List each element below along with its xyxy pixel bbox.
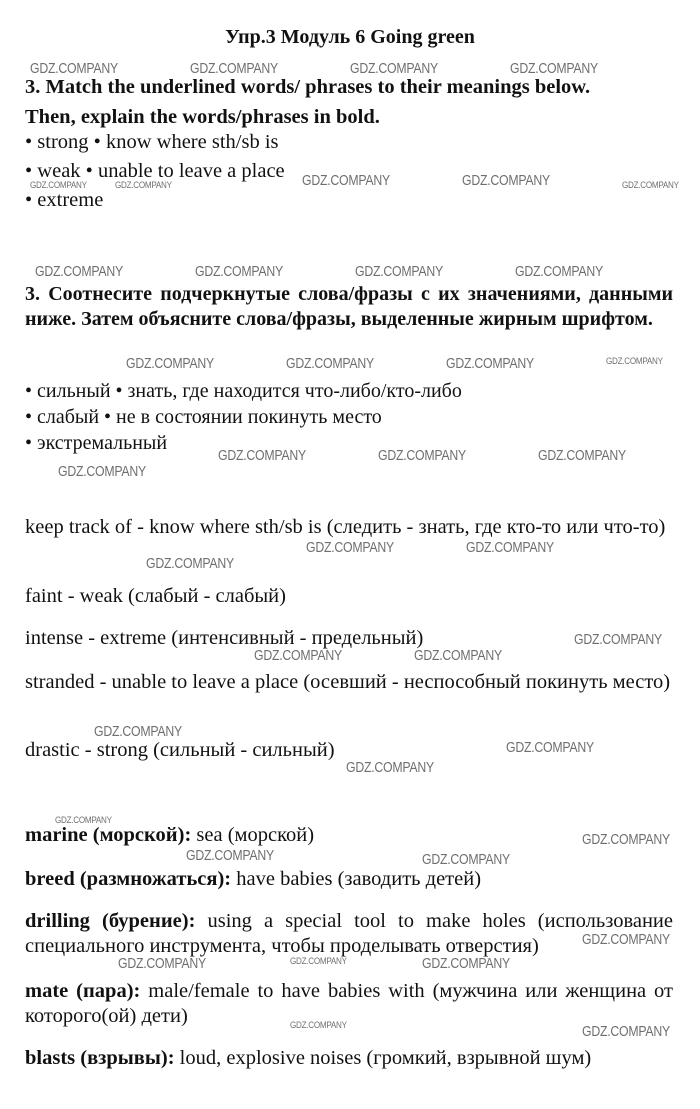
bold-term-breed <box>25 867 673 892</box>
term-meaning: using a special tool to make holes (использование специального инструмента, чтобы проделывать отверстия) <box>25 910 673 957</box>
russian-task-heading: 3. Соотнесите подчеркнутые слова/фразы с их значениями, данными ниже. Затем объясните слова/фразы, выделенные жирным шрифтом. <box>25 283 673 330</box>
term-meaning: male/female to have babies with (мужчина или женщина от которого(ой) дети) <box>25 980 673 1027</box>
watermark: GDZ.COMPANY <box>350 60 438 77</box>
term-label: breed (размножаться): <box>25 868 232 890</box>
watermark: GDZ.COMPANY <box>190 60 278 77</box>
watermark: GDZ.COMPANY <box>55 815 112 826</box>
watermark: GDZ.COMPANY <box>414 647 502 664</box>
watermark: GDZ.COMPANY <box>186 847 274 864</box>
match-answer-intense: intense - extreme (интенсивный - предельный) <box>25 627 424 649</box>
match-answer-keep-track: keep track of - know where sth/sb is (следить - знать, где кто-то или что-то) <box>25 516 666 538</box>
watermark: GDZ.COMPANY <box>422 955 510 972</box>
watermark: GDZ.COMPANY <box>58 463 146 480</box>
english-heading-line-1: 3. Match the underlined words/ phrases to their meanings below. <box>25 76 591 98</box>
watermark: GDZ.COMPANY <box>515 263 603 280</box>
watermark: GDZ.COMPANY <box>446 355 534 372</box>
watermark: GDZ.COMPANY <box>606 356 663 367</box>
term-label: drilling (бурение): <box>25 910 196 932</box>
watermark: GDZ.COMPANY <box>195 263 283 280</box>
watermark: GDZ.COMPANY <box>506 739 594 756</box>
term-meaning: have babies (заводить детей) <box>231 868 482 890</box>
watermark: GDZ.COMPANY <box>126 355 214 372</box>
page-title: Упр.3 Модуль 6 Going green <box>225 26 475 48</box>
watermark: GDZ.COMPANY <box>378 447 466 464</box>
russian-meaning-line: • сильный • знать, где находится что-либо/кто-либо <box>25 380 462 402</box>
watermark: GDZ.COMPANY <box>462 172 550 189</box>
watermark: GDZ.COMPANY <box>622 180 679 191</box>
match-answer-stranded: stranded - unable to leave a place (осевший - неспособный покинуть место) <box>25 671 671 693</box>
watermark: GDZ.COMPANY <box>115 180 172 191</box>
watermark: GDZ.COMPANY <box>510 60 598 77</box>
bold-term-marine <box>25 823 673 848</box>
watermark: GDZ.COMPANY <box>582 931 670 948</box>
english-meaning-line: • strong • know where sth/sb is <box>25 131 279 153</box>
term-label: mate (пара): <box>25 980 141 1002</box>
watermark: GDZ.COMPANY <box>302 172 390 189</box>
match-answer-drastic: drastic - strong (сильный - сильный) <box>25 739 335 761</box>
russian-meanings-list <box>25 378 673 456</box>
match-answer-faint: faint - weak (слабый - слабый) <box>25 585 286 607</box>
watermark: GDZ.COMPANY <box>290 956 347 967</box>
watermark: GDZ.COMPANY <box>306 539 394 556</box>
watermark: GDZ.COMPANY <box>538 447 626 464</box>
watermark: GDZ.COMPANY <box>30 60 118 77</box>
watermark: GDZ.COMPANY <box>290 1020 347 1031</box>
watermark: GDZ.COMPANY <box>254 647 342 664</box>
watermark: GDZ.COMPANY <box>146 555 234 572</box>
english-meaning-line: • extreme <box>25 189 104 211</box>
watermark: GDZ.COMPANY <box>94 723 182 740</box>
watermark: GDZ.COMPANY <box>422 851 510 868</box>
russian-meaning-line: • экстремальный <box>25 432 168 454</box>
english-meaning-line: • weak • unable to leave a place <box>25 160 285 182</box>
russian-meaning-line: • слабый • не в состоянии покинуть место <box>25 406 382 428</box>
term-label: blasts (взрывы): <box>25 1047 175 1069</box>
bold-term-mate <box>25 979 673 1029</box>
watermark: GDZ.COMPANY <box>286 355 374 372</box>
english-heading-line-2: Then, explain the words/phrases in bold. <box>25 106 380 128</box>
watermark: GDZ.COMPANY <box>582 1023 670 1040</box>
watermark: GDZ.COMPANY <box>118 955 206 972</box>
watermark: GDZ.COMPANY <box>582 831 670 848</box>
watermark: GDZ.COMPANY <box>30 180 87 191</box>
watermark: GDZ.COMPANY <box>218 447 306 464</box>
watermark: GDZ.COMPANY <box>466 539 554 556</box>
english-task-heading <box>25 72 673 132</box>
watermark: GDZ.COMPANY <box>346 759 434 776</box>
bold-term-blasts <box>25 1046 673 1071</box>
term-meaning: loud, explosive noises (громкий, взрывной шум) <box>174 1047 592 1069</box>
watermark: GDZ.COMPANY <box>574 631 662 648</box>
bold-term-drilling <box>25 909 673 959</box>
term-meaning: sea (морской) <box>191 824 315 846</box>
watermark: GDZ.COMPANY <box>35 263 123 280</box>
term-label: marine (морской): <box>25 824 192 846</box>
watermark: GDZ.COMPANY <box>355 263 443 280</box>
